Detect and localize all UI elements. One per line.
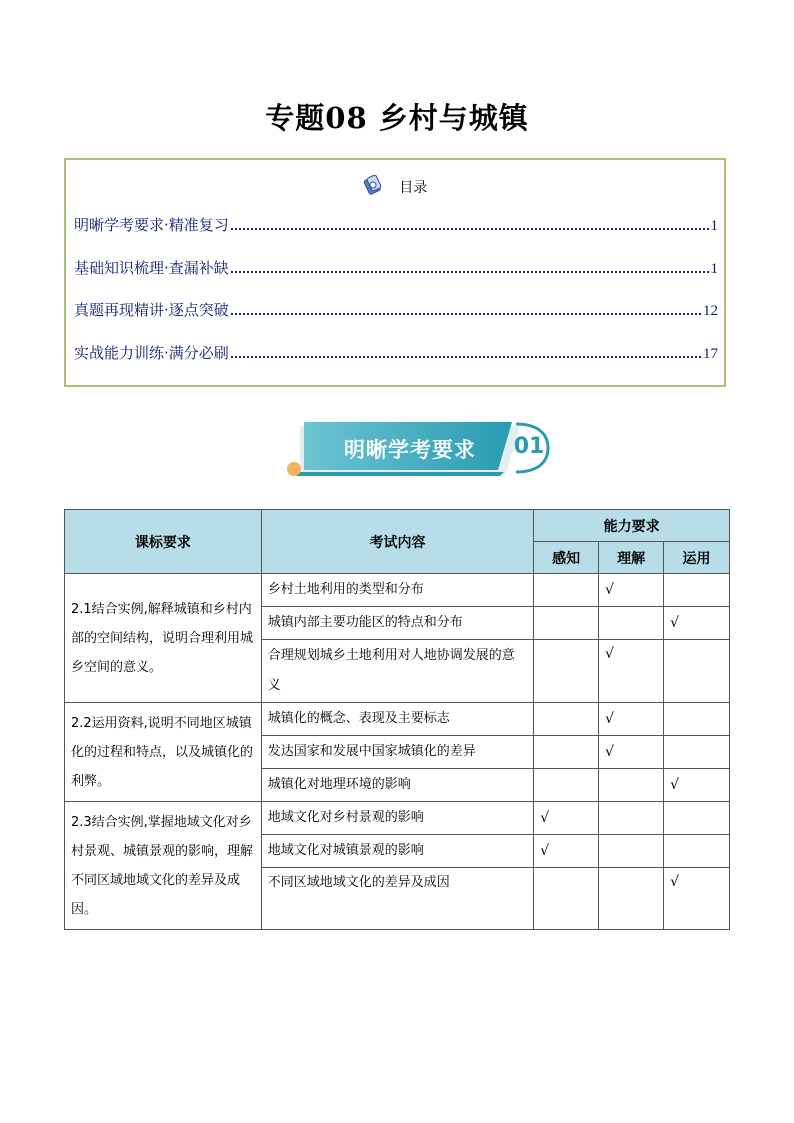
toc-leader [231, 356, 701, 358]
toc-item-page: 1 [710, 218, 718, 234]
apply-cell [664, 640, 730, 703]
banner-number: 01 [513, 434, 545, 459]
apply-cell [664, 736, 730, 769]
toc-item-label: 实战能力训练·满分必刷 [74, 344, 229, 362]
understand-cell [599, 835, 664, 868]
content-cell: 城镇化对地理环境的影响 [261, 769, 534, 802]
understand-cell: √ [599, 736, 664, 769]
content-cell: 合理规划城乡土地利用对人地协调发展的意义 [261, 640, 534, 703]
toc-item[interactable] [74, 299, 718, 321]
perceive-cell: √ [534, 802, 599, 835]
table-row [65, 703, 730, 736]
apply-cell: √ [664, 607, 730, 640]
content-cell: 乡村土地利用的类型和分布 [261, 574, 534, 607]
content-cell: 地域文化对乡村景观的影响 [261, 802, 534, 835]
perceive-cell [534, 640, 599, 703]
toc-item[interactable] [74, 257, 718, 279]
apply-cell [664, 574, 730, 607]
toc-item-label: 真题再现精讲·逐点突破 [74, 301, 229, 319]
toc-item-page: 12 [703, 303, 718, 319]
page-title: 专题08 乡村与城镇 [265, 101, 529, 135]
perceive-cell [534, 607, 599, 640]
header-understand: 理解 [599, 542, 664, 574]
perceive-cell [534, 703, 599, 736]
toc-leader [231, 313, 701, 315]
toc-item[interactable] [74, 342, 718, 364]
understand-cell: √ [599, 574, 664, 607]
content-cell: 发达国家和发展中国家城镇化的差异 [261, 736, 534, 769]
perceive-cell [534, 868, 599, 930]
toc-item-page: 1 [710, 261, 718, 277]
apply-cell [664, 703, 730, 736]
perceive-cell [534, 574, 599, 607]
toc-leader [231, 271, 709, 273]
requirements-table [64, 509, 730, 930]
understand-cell: √ [599, 640, 664, 703]
perceive-cell [534, 736, 599, 769]
header-standard: 课标要求 [65, 510, 262, 574]
apply-cell: √ [664, 769, 730, 802]
document-icon [363, 174, 383, 200]
understand-cell [599, 802, 664, 835]
apply-cell: √ [664, 868, 730, 930]
content-cell: 城镇化的概念、表现及主要标志 [261, 703, 534, 736]
perceive-cell [534, 769, 599, 802]
header-perceive: 感知 [534, 542, 599, 574]
standard-cell: 2.3结合实例,掌握地域文化对乡村景观、城镇景观的影响，理解不同区域地域文化的差异及成因。 [65, 802, 262, 930]
content-cell: 城镇内部主要功能区的特点和分布 [261, 607, 534, 640]
understand-cell [599, 868, 664, 930]
toc-item[interactable] [74, 214, 718, 236]
header-ability: 能力要求 [534, 510, 730, 542]
toc-item-label: 明晰学考要求·精准复习 [74, 216, 229, 234]
toc-item-label: 基础知识梳理·查漏补缺 [74, 259, 229, 277]
table-row [65, 802, 730, 835]
perceive-cell: √ [534, 835, 599, 868]
toc-heading-text: 目录 [399, 180, 428, 196]
toc-heading [66, 174, 724, 200]
standard-cell: 2.2运用资料,说明不同地区城镇化的过程和特点，以及城镇化的利弊。 [65, 703, 262, 802]
understand-cell [599, 769, 664, 802]
table-row [65, 574, 730, 607]
apply-cell [664, 802, 730, 835]
table-of-contents [64, 158, 726, 387]
content-cell: 地域文化对城镇景观的影响 [261, 835, 534, 868]
content-cell: 不同区域地域文化的差异及成因 [261, 868, 534, 930]
toc-item-page: 17 [703, 346, 718, 362]
apply-cell [664, 835, 730, 868]
understand-cell: √ [599, 703, 664, 736]
toc-leader [231, 228, 709, 230]
header-content: 考试内容 [261, 510, 534, 574]
standard-cell: 2.1结合实例,解释城镇和乡村内部的空间结构，说明合理利用城乡空间的意义。 [65, 574, 262, 703]
banner-label: 明晰学考要求 [344, 438, 476, 462]
understand-cell [599, 607, 664, 640]
header-apply: 运用 [664, 542, 730, 574]
